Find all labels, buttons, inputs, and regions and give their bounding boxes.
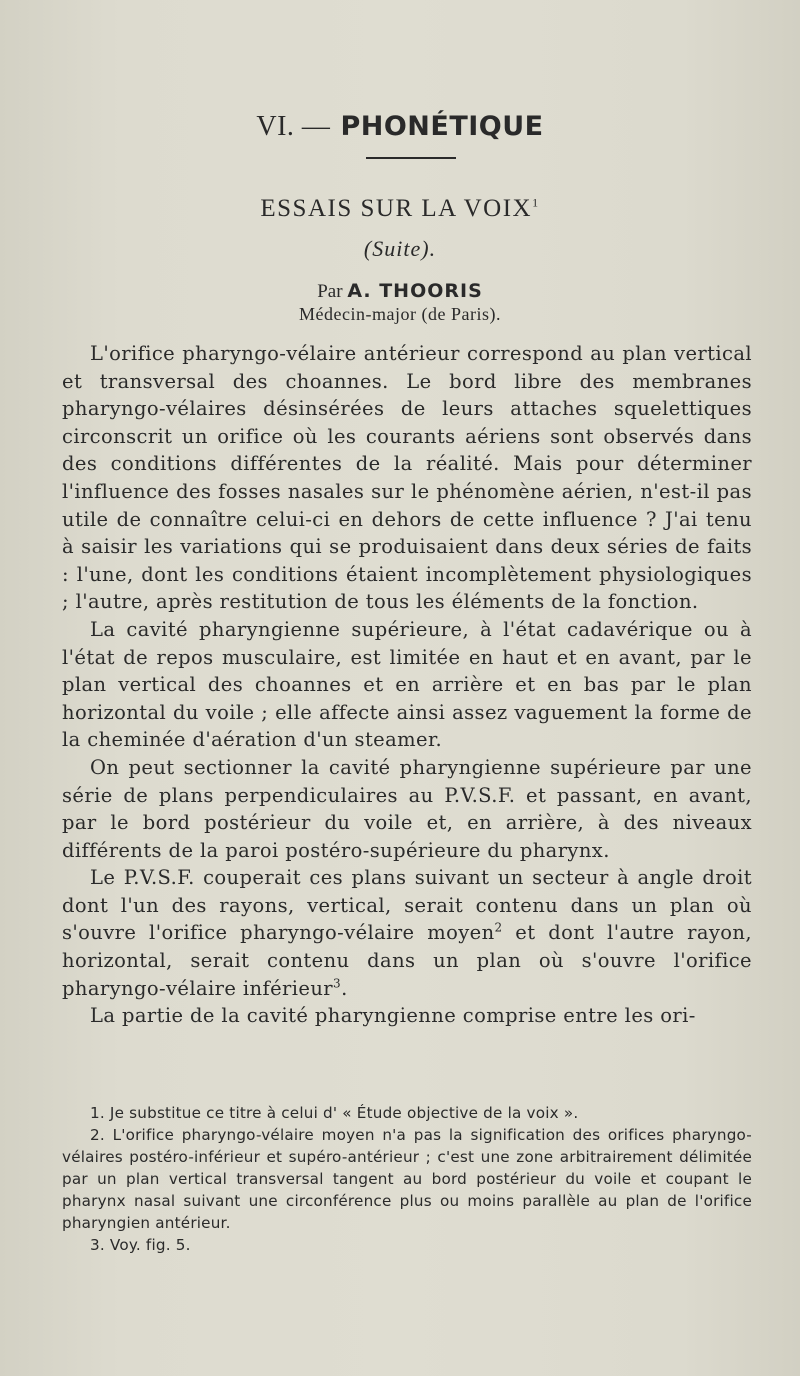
article-title: [0, 195, 800, 223]
footnote-3: 3. Voy. fig. 5.: [90, 1236, 191, 1254]
article-subtitle: (Suite).: [363, 236, 437, 261]
paragraph-3: On peut sectionner la cavité pharyngienne supérieure par une série de plans perpendiculaires au P.V.S.F. et passant, en avant, par le bord postérieur du voile et, en arrière, à des niveaux différents de la paroi postéro-supérieure du pharynx.: [62, 755, 752, 862]
paragraph-1: L'orifice pharyngo-vélaire antérieur correspond au plan vertical et transversal des choannes. Le bord libre des membranes pharyngo-vélaires désinsérées de leurs attaches squelettiques circonscrit un orifice où les courants aériens sont observés dans des conditions différentes de la réalité. Mais pour déterminer l'influence des fosses nasales sur le phénomène aérien, n'est-il pas utile de connaître celui-ci en dehors de cette influence ? J'ai tenu à saisir les variations qui se produisaient dans deux séries de faits : l'une, dont les conditions étaient incomplètement physiologiques ; l'autre, après restitution de tous les éléments de la fonction.: [62, 342, 752, 614]
footnote-ref-3: 3: [333, 976, 342, 991]
paragraph-4: [62, 864, 752, 1002]
author-affiliation: Médecin-major (de Paris).: [299, 304, 501, 324]
paragraph-4-part-c: .: [341, 976, 348, 1000]
section-number: VI. —: [256, 111, 331, 142]
article-title-text: ESSAIS SUR LA VOIX: [260, 195, 533, 222]
footnote-ref-2: 2: [494, 920, 503, 935]
footnote-2: 2. L'orifice pharyngo-vélaire moyen n'a pas la signification des orifices pharyngo-vélaires postéro-inférieur et supéro-antérieur ; c'est une zone arbitrairement délimitée par un plan vertical transversal tangent au bord postérieur du voile et coupant le pharynx nasal suivant une circonférence plus ou moins parallèle au plan de l'orifice pharyngien antérieur.: [62, 1126, 752, 1232]
body-text: [62, 340, 752, 1030]
byline-prefix: Par: [317, 281, 343, 302]
byline: [0, 280, 800, 303]
heading-rule: [366, 157, 456, 159]
author-name: A. THOORIS: [347, 280, 483, 302]
footnote-ref-1: 1: [532, 195, 540, 210]
paragraph-4-part-b: et dont l'autre rayon, horizontal, serait contenu dans un plan où s'ouvre l'orifice pharyngo-vélaire inférieur: [62, 921, 752, 1000]
paragraph-2: La cavité pharyngienne supérieure, à l'état cadavérique ou à l'état de repos musculaire, est limitée en haut et en avant, par le plan vertical des choannes et en arrière et en bas par le plan horizontal du voile ; elle affecte ainsi assez vaguement la forme de la cheminée d'aération d'un steamer.: [62, 617, 752, 752]
section-heading: [0, 108, 800, 143]
footnote-1: 1. Je substitue ce titre à celui d' « Étude objective de la voix ».: [90, 1104, 579, 1122]
section-title: PHONÉTIQUE: [340, 111, 544, 142]
paragraph-4-part-a: Le P.V.S.F. couperait ces plans suivant un secteur à angle droit dont l'un des rayons, vertical, serait contenu dans un plan où s'ouvre l'orifice pharyngo-vélaire moyen: [62, 866, 752, 945]
paragraph-5: La partie de la cavité pharyngienne comprise entre les ori-: [90, 1004, 696, 1028]
footnotes: [62, 1102, 752, 1256]
